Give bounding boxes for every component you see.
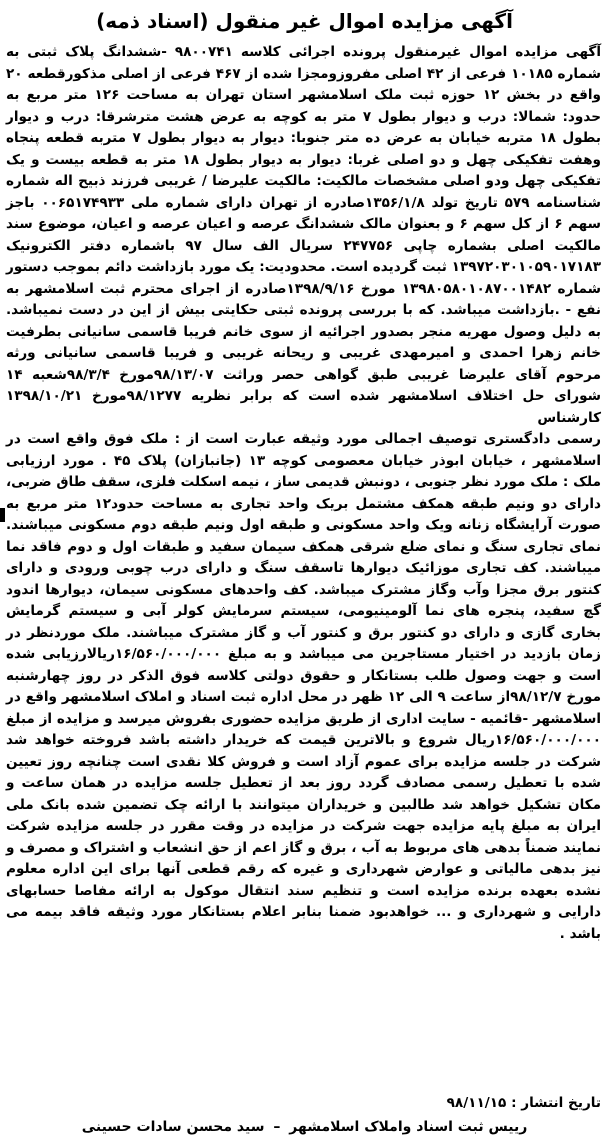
margin-mark	[0, 508, 5, 522]
notice-paragraph-property: آگهی مزایده اموال غیرمنقول پرونده اجرائی کلاسه ۹۸۰۰۷۴۱ -ششدانگ پلاک ثبتی به شماره ۱۰۱۸۵ فرعی از ۴۲ اصلی مفروزومجزا شده از ۴۶۷ فرعی از اصلی مذکورقطعه ۲۰ واقع در بخش ۱۲ حوزه ثبت ملک اسلامشهر استان تهران به مساحت ۱۲۶ متر مربع به حدود: شمالا: درب و دیوار بطول ۷ متر به کوچه به عرض هشت مترشرقا: درب و دیوار بطول ۱۸ متربه خیابان به عرض ده متر جنوبا: دیوار به دیوار بطول ۷ متربه قطعه پنجاه وهفت تفکیکی چهل و دو اصلی غربا: دیوار به دیوار بطول ۱۸ متر به قطعه بیست و یک تفکیکی چهل ودو اصلی مشخصات مالکیت: مالکیت علیرضا / غریبی فرزند ذبیح اله شماره شناسنامه ۵۷۹ تاریخ تولد ۱۳۵۶/۱/۸صادره از تهران دارای شماره ملی ۰۰۶۵۱۷۴۹۳۳ باجز سهم ۶ از کل سهم ۶ و بعنوان مالک ششدانگ عرصه و اعیان عرصه و اعیان، موضوع سند مالکیت اصلی بشماره چاپی ۲۴۷۷۵۶ سریال الف سال ۹۷ باشماره دفتر الکترونیک ۱۳۹۷۲۰۳۰۱۰۵۹۰۱۷۱۸۳ ثبت گردیده است. محدودیت: یک مورد بازداشت دائم بموجب دستور شماره ۱۳۹۸۰۵۸۰۱۰۸۷۰۰۱۴۸۲ مورخ ۱۳۹۸/۹/۱۶صادره از اجرای محترم ثبت اسلامشهر به نفع - .بازداشت میباشد. که با بررسی پرونده ثبتی حکایتی بیش از این در دست نمیباشد. به دلیل وصول مهریه منجر بصدور اجرائیه از سوی خانم فریبا قاسمی سانیانی بطرفیت خانم زهرا احمدی و امیرمهدی غریبی و ریحانه غریبی و فریبا قاسمی سانیانی ورثه مرحوم آقای علیرضا غریبی طبق گواهی حصر وراثت ۹۸/۱۳/۰۷مورخ ۹۸/۳/۴شعبه ۱۴ شورای حل اختلاف اسلامشهر شده است که برابر نظریه ۹۸/۱۲۷۷مورخ ۱۳۹۸/۱۰/۲۱ کارشناس	[6, 44, 602, 426]
signature-office: رییس ثبت اسناد واملاک اسلامشهر	[289, 1119, 528, 1135]
notice-title: آگهی مزایده اموال غیر منقول (اسناد ذمه)	[96, 9, 513, 33]
signature-separator: –	[273, 1119, 281, 1135]
publish-date: تاریخ انتشار : ۹۸/۱۱/۱۵	[446, 1095, 601, 1111]
notice-body	[6, 42, 601, 945]
notice-paragraph-auction-terms: رسمی دادگستری توصیف اجمالی مورد وثیقه عبارت است از : ملک فوق واقع است در اسلامشهر ، خیابان ابوذر خیابان معصومی کوچه ۱۳ (جانبازان) پلاک ۴۵ . مورد ارزیابی ملک : ملک مورد نظر جنوبی ، دونبش قدیمی ساز ، نیمه اسکلت فلزی، سقف طاق ضربی، دارای دو ونیم طبقه همکف مشتمل بریک واحد تجاری به مساحت حدود۱۲ متر مربع به صورت آرایشگاه زنانه ویک واحد مسکونی و طبقه اول ونیم طبقه دوم مسکونی میباشند. نمای تجاری سنگ و نمای ضلع شرقی همکف سیمان سفید و طبقات اول و دوم فاقد نما میباشند. کف تجاری موزائیک دیوارها تاسقف سنگ و دارای درب چوبی ورودی و دارای کنتور برق مجزا وآب وگاز مشترک میباشد. کف واحدهای مسکونی سیمان، دیوارها اندود گچ سفید، پنجره های نما آلومینیومی، سیستم سرمایش کولر آبی و سیستم گرمایش بخاری گازی و دارای دو کنتور برق و کنتور آب و گاز مشترک میباشند. ملک موردنظر در زمان بازدید در اختیار مستاجرین می میباشد و به مبلغ ۱۶/۵۶۰/۰۰۰/۰۰۰ریالارزیابی شده است و جهت وصول طلب بستانکار و حقوق دولتی کلاسه فوق الذکر در روز چهارشنبه مورخ ۹۸/۱۲/۷از ساعت ۹ الی ۱۲ ظهر در محل اداره ثبت اسناد و املاک اسلامشهر واقع در اسلامشهر -قائمیه - سایت اداری از طریق مزایده حضوری بفروش میرسد و مزایده از مبلغ ۱۶/۵۶۰/۰۰۰/۰۰۰ریال شروع و بالاترین قیمت که خریدار داشته باشد فروخته خواهد شد شرکت در جلسه مزایده برای عموم آزاد است و فروش کلا نقدی است چنانچه روز تعیین شده با تعطیل رسمی مصادف گردد روز بعد از تعطیل جلسه مزایده در همان ساعت و مکان تشکیل خواهد شد طالبین و خریداران میتوانند با ارائه چک تضمین شده بانک ملی ایران به مبلغ پایه مزایده جهت شرکت در مزایده در وقت مقرر در جلسه مزایده شرکت نمایند ضمناً بدهی های مربوط به آب ، برق و گاز اعم از حق انشعاب و اشتراک و مصرف و نیز بدهی مالیاتی و عوارض شهرداری و غیره که رقم قطعی آنها برای این اداره معلوم نشده بعهده برنده مزایده است و تنظیم سند انتقال موکول به ارائه مفاصا حسابهای دارایی و شهرداری و ... خواهدبود ضمنا بنابر اعلام بستانکار مورد وثیقه فاقد بیمه می باشد .	[6, 431, 602, 942]
signature-line	[0, 1116, 609, 1138]
signature-name: سید محسن سادات حسینی	[81, 1119, 265, 1135]
